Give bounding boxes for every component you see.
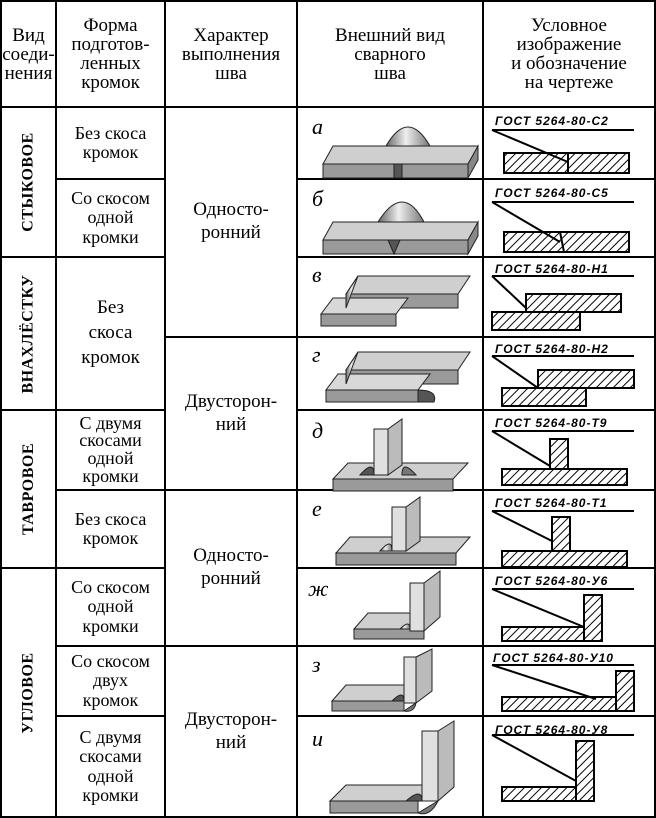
symbol-butt-c2 (492, 130, 634, 173)
joint-type-butt: СТЫКОВОЕ (19, 132, 37, 232)
row-letter-e: е (312, 496, 322, 521)
edge-prep-3: Без скоса кромок (81, 297, 140, 368)
row-letter-a: а (312, 114, 323, 139)
gost-label-2: ГОСТ 5264-80-С5 (495, 186, 609, 200)
edge-prep-5: Без скоса кромок (74, 508, 147, 548)
joint-type-corner: УГЛОВОЕ (19, 651, 37, 734)
row-letter-v: в (312, 262, 322, 287)
row-letter-g: г (312, 342, 321, 367)
designation-drawings (484, 108, 655, 816)
edge-prep-7: Со скосом двух кромок (71, 650, 150, 710)
gost-label-4: ГОСТ 5264-80-Н2 (495, 342, 609, 356)
row-letter-zh: ж (308, 576, 329, 601)
gost-label-9: ГОСТ 5264-80-У8 (495, 723, 609, 737)
joint-type-lap: ВНАХЛЁСТКУ (19, 273, 37, 394)
weld-nature-2: Двусторон- ний (184, 390, 278, 435)
appearance-drawings (298, 108, 482, 816)
gost-label-3: ГОСТ 5264-80-Н1 (495, 262, 609, 276)
edge-prep-6: Со скосом одной кромки (71, 576, 150, 636)
header-weld-nature: Характер выполнения шва (181, 24, 281, 84)
joint-type-tee: ТАВРОВОЕ (19, 442, 37, 536)
header-appearance: Внешний вид сварного шва (335, 24, 445, 84)
weld-nature-3: Односто- ронний (193, 545, 269, 589)
header-edge-prep: Форма подготов- ленных кромок (71, 15, 150, 93)
row-letter-z: з (312, 652, 321, 677)
appearance-butt-a (323, 127, 478, 178)
row-letter-b: б (312, 186, 324, 211)
gost-label-1: ГОСТ 5264-80-С2 (495, 114, 609, 128)
row-letter-i: и (312, 726, 323, 751)
edge-prep-1: Без скоса кромок (74, 122, 147, 162)
header-joint-type: Вид соеди- нения (2, 24, 55, 84)
gost-label-6: ГОСТ 5264-80-Т1 (495, 496, 608, 510)
edge-prep-2: Со скосом одной кромки (71, 187, 150, 247)
edge-prep-8: С двумя скосами одной кромки (79, 726, 142, 805)
row-letter-d: д (312, 418, 324, 443)
weld-nature-1: Односто- ронний (193, 199, 269, 243)
gost-label-5: ГОСТ 5264-80-Т9 (495, 416, 608, 430)
weld-nature-4: Двусторон- ний (184, 708, 278, 753)
header-designation: Условное изображение и обозначение на чертеже (511, 15, 627, 93)
edge-prep-4: С двумя скосами одной кромки (79, 412, 142, 486)
gost-label-7: ГОСТ 5264-80-У6 (495, 574, 609, 588)
gost-label-8: ГОСТ 5264-80-У10 (493, 651, 614, 665)
